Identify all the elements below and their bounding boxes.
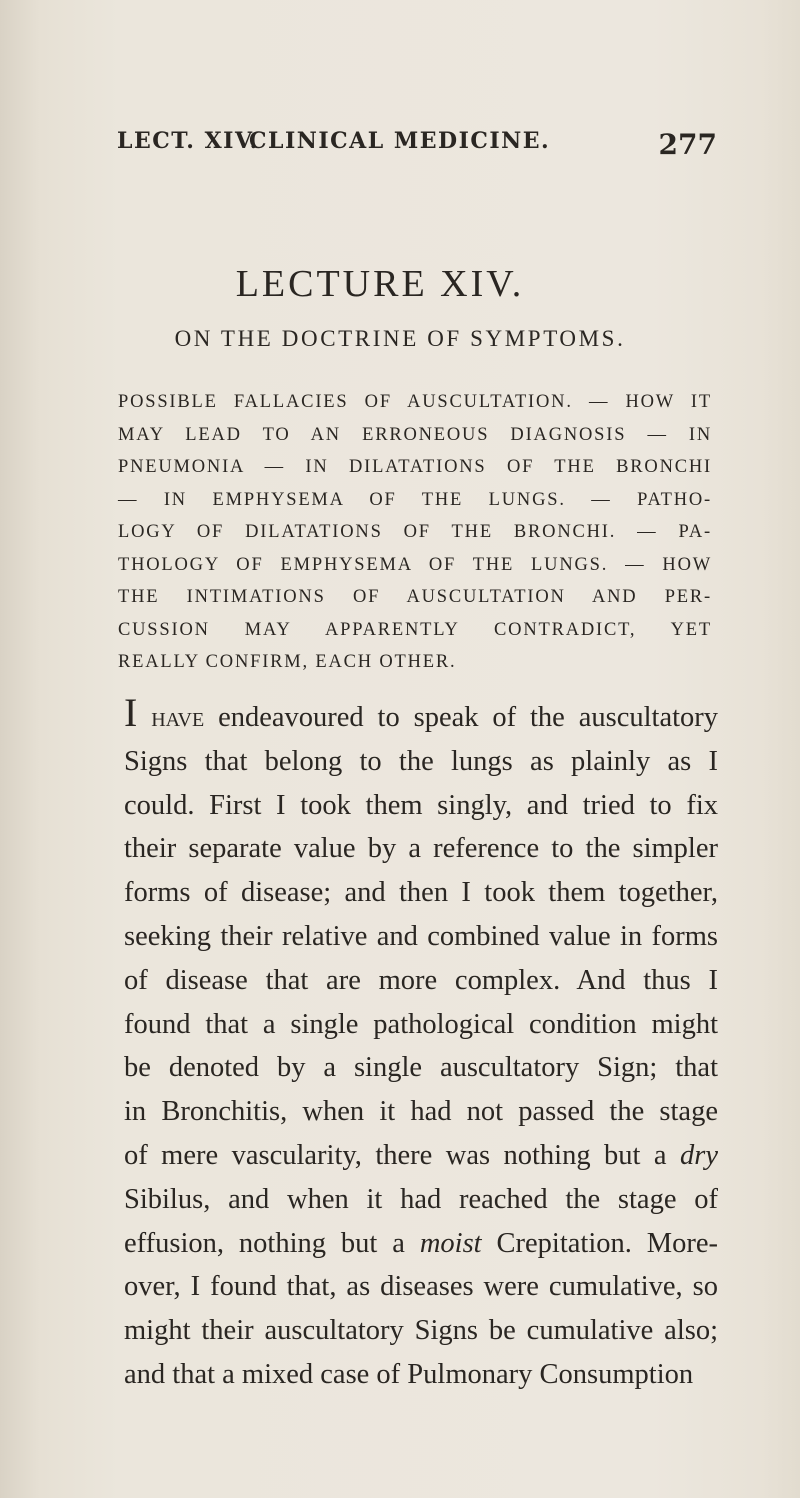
body-line-dry (124, 1134, 718, 1178)
body-line: seeking their relative and combined value in forms (124, 920, 718, 952)
synopsis-line: POSSIBLE FALLACIES OF AUSCULTATION. — HOW IT (118, 392, 712, 412)
line-text: Crepitation. More- (496, 1227, 719, 1259)
italic-word: dry (680, 1139, 719, 1171)
line-text: effusion, nothing but a (124, 1227, 405, 1259)
drop-cap: I (124, 690, 138, 735)
synopsis-line: MAY LEAD TO AN ERRONEOUS DIAGNOSIS — IN (118, 424, 712, 445)
body-line: of disease that are more complex. And thus I (124, 964, 718, 996)
italic-word: moist (419, 1227, 482, 1259)
synopsis (118, 386, 712, 679)
synopsis-line: LOGY OF DILATATIONS OF THE BRONCHI. — PA- (118, 522, 712, 542)
lecture-title: LECTURE XIV. (235, 263, 525, 305)
synopsis-line: PNEUMONIA — IN DILATATIONS OF THE BRONCHI (118, 457, 712, 477)
body-line: in Bronchitis, when it had not passed the stage (124, 1096, 718, 1128)
lecture-subtitle: ON THE DOCTRINE OF SYMPTOMS. (174, 326, 626, 351)
body-line: found that a single pathological condition might (124, 1008, 718, 1040)
body-line: Signs that belong to the lungs as plainly as I (124, 745, 718, 777)
body-line: be denoted by a single auscultatory Sign; that (124, 1052, 718, 1084)
first-line-rest: endeavoured to speak of the auscultatory (218, 702, 719, 733)
body-line: Sibilus, and when it had reached the stage of (124, 1183, 718, 1215)
synopsis-line: — IN EMPHYSEMA OF THE LUNGS. — PATHO- (118, 489, 712, 510)
page-number: 277 (658, 128, 717, 161)
running-head (117, 128, 717, 168)
synopsis-line: THE INTIMATIONS OF AUSCULTATION AND PER- (118, 587, 712, 607)
body-line: their separate value by a reference to the simpler (124, 833, 718, 865)
body-line: and that a mixed case of Pulmonary Consumption (124, 1358, 694, 1390)
body-paragraph (124, 691, 718, 1397)
body-line-moist (124, 1222, 718, 1266)
body-line-first (124, 691, 718, 740)
body-line: forms of disease; and then I took them together, (124, 877, 718, 909)
synopsis-line: CUSSION MAY APPARENTLY CONTRADICT, YET (118, 619, 712, 640)
body-line: might their auscultatory Signs be cumulative also; (124, 1315, 718, 1347)
synopsis-line: THOLOGY OF EMPHYSEMA OF THE LUNGS. — HOW (118, 554, 712, 575)
running-head-title: CLINICAL MEDICINE. (249, 128, 551, 154)
body-line: over, I found that, as diseases were cumulative, so (124, 1271, 718, 1303)
running-head-lecture: LECT. XIV. (117, 128, 259, 154)
line-text: of mere vascularity, there was nothing but a (124, 1139, 667, 1171)
synopsis-line: REALLY CONFIRM, EACH OTHER. (118, 652, 457, 672)
first-word: have (151, 702, 205, 733)
body-line: could. First I took them singly, and tried to fix (124, 789, 718, 821)
